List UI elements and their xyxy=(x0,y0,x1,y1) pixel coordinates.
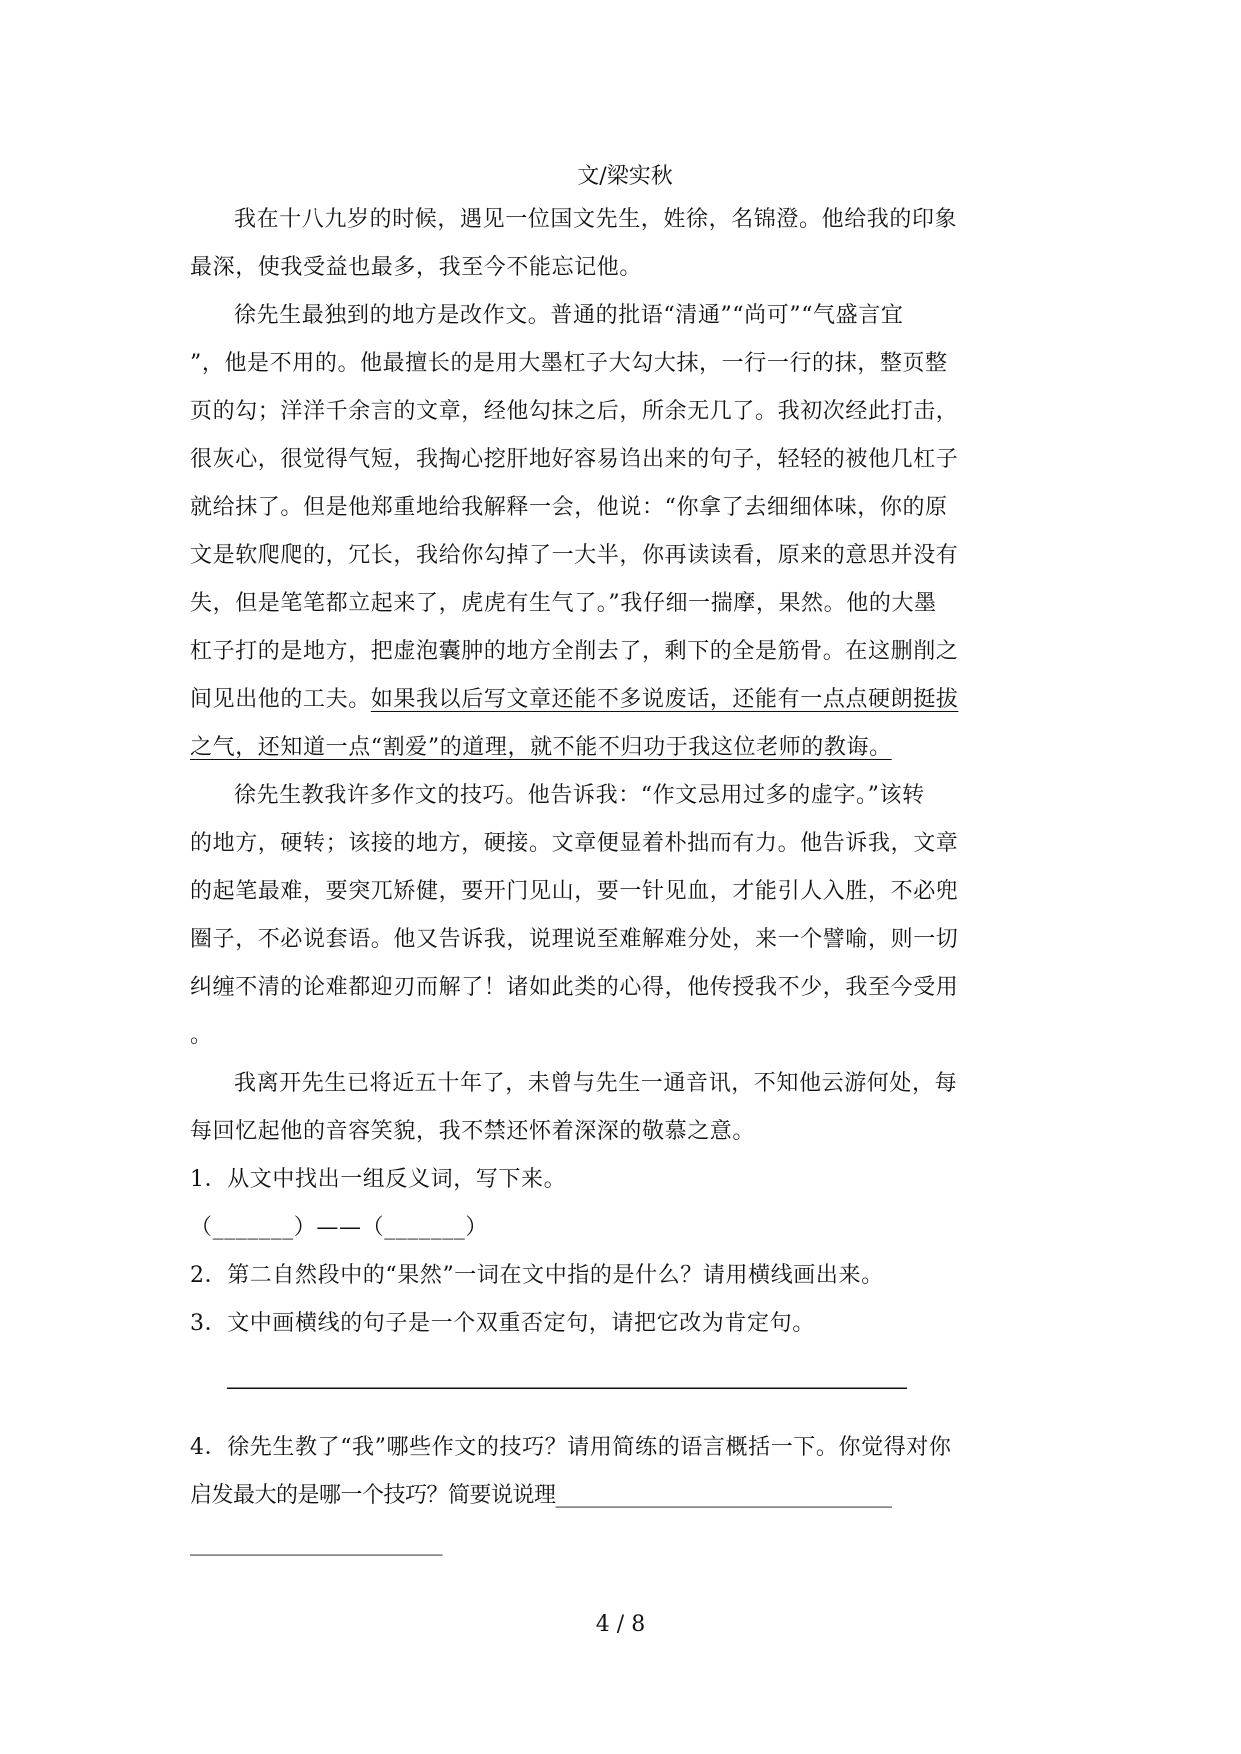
question-1-answer-blank[interactable]: （_______）——（_______） xyxy=(190,1215,489,1240)
text-line: 的地方，硬转；该接的地方，硬接。文章便显着朴拙而有力。他告诉我，文章 xyxy=(190,831,959,856)
questions-section xyxy=(190,1156,1060,1568)
paragraph-1 xyxy=(190,196,1060,292)
author-line: 文/梁实秋 xyxy=(577,164,673,189)
text-line: 失，但是笔笔都立起来了，虎虎有生气了。”我仔细一揣摩，果然。他的大墨 xyxy=(190,591,937,616)
underlined-sentence: 之气，还知道一点“割爱”的道理，就不能不归功于我这位老师的教诲。 xyxy=(190,735,892,760)
paragraph-2 xyxy=(190,292,1060,772)
text-line: 每回忆起他的音容笑貌，我不禁还怀着深深的敬慕之意。 xyxy=(190,1119,756,1144)
text-line: ”，他是不用的。他最擅长的是用大墨杠子大勾大抹，一行一行的抹，整页整 xyxy=(190,351,948,376)
text-line xyxy=(190,724,1060,772)
text-line: 徐先生教我许多作文的技巧。他告诉我：“作文忌用过多的虚字。”该转 xyxy=(234,783,925,808)
paragraph-4 xyxy=(190,1060,1060,1156)
text-line: 我离开先生已将近五十年了，未曾与先生一通音讯，不知他云游何处，每 xyxy=(234,1071,958,1096)
question-1: 1．从文中找出一组反义词，写下来。 xyxy=(190,1167,567,1192)
question-3-answer-line[interactable]: —————————————————————————————————— xyxy=(226,1375,906,1400)
text-line: 我在十八九岁的时候，遇见一位国文先生，姓徐，名锦澄。他给我的印象 xyxy=(234,207,958,232)
essay-body xyxy=(190,158,1060,1568)
text-line: 就给抹了。但是他郑重地给我解释一会，他说：“你拿了去细细体味，你的原 xyxy=(190,495,948,520)
question-4-answer-line[interactable]: ________________________ xyxy=(190,1531,442,1556)
plain-text: 间见出他的工夫。 xyxy=(190,687,371,712)
text-line: 页的勾；洋洋千余言的文章，经他勾抹之后，所余无几了。我初次经此打击， xyxy=(190,399,959,424)
text-line: 纠缠不清的论难都迎刃而解了！诸如此类的心得，他传授我不少，我至今受用 xyxy=(190,975,959,1000)
text-line: 很灰心，很觉得气短，我掏心挖肝地好容易诌出来的句子，轻轻的被他几杠子 xyxy=(190,447,959,472)
question-4: 4．徐先生教了“我”哪些作文的技巧？请用简练的语言概括一下。你觉得对你 xyxy=(190,1435,952,1460)
page-number: 4 / 8 xyxy=(595,1612,646,1637)
text-line: 徐先生最独到的地方是改作文。普通的批语“清通”“尚可”“气盛言宜 xyxy=(234,303,904,328)
text-line: 文是软爬爬的，冗长，我给你勾掉了一大半，你再读读看，原来的意思并没有 xyxy=(190,543,959,568)
text-line: 的起笔最难，要突兀矫健，要开门见山，要一针见血，才能引人入胜，不必兜 xyxy=(190,879,959,904)
text-line: 圈子，不必说套语。他又告诉我，说理说至难解难分处，来一个譬喻，则一切 xyxy=(190,927,959,952)
question-4-line-2[interactable]: 启发最大的是哪一个技巧？简要说说理________________________________ xyxy=(190,1483,892,1508)
text-line: 杠子打的是地方，把虚泡囊肿的地方全削去了，剩下的全是筋骨。在这删削之 xyxy=(190,639,959,664)
question-3: 3．文中画横线的句子是一个双重否定句，请把它改为肯定句。 xyxy=(190,1311,815,1336)
underlined-sentence: 如果我以后写文章还能不多说废话，还能有一点点硬朗挺拔 xyxy=(370,687,959,712)
text-line: 最深，使我受益也最多，我至今不能忘记他。 xyxy=(190,255,643,280)
text-line xyxy=(190,676,1060,724)
question-2: 2．第二自然段中的“果然”一词在文中指的是什么？请用横线画出来。 xyxy=(190,1263,884,1288)
text-line: 。 xyxy=(190,1023,213,1048)
paragraph-3 xyxy=(190,772,1060,1046)
